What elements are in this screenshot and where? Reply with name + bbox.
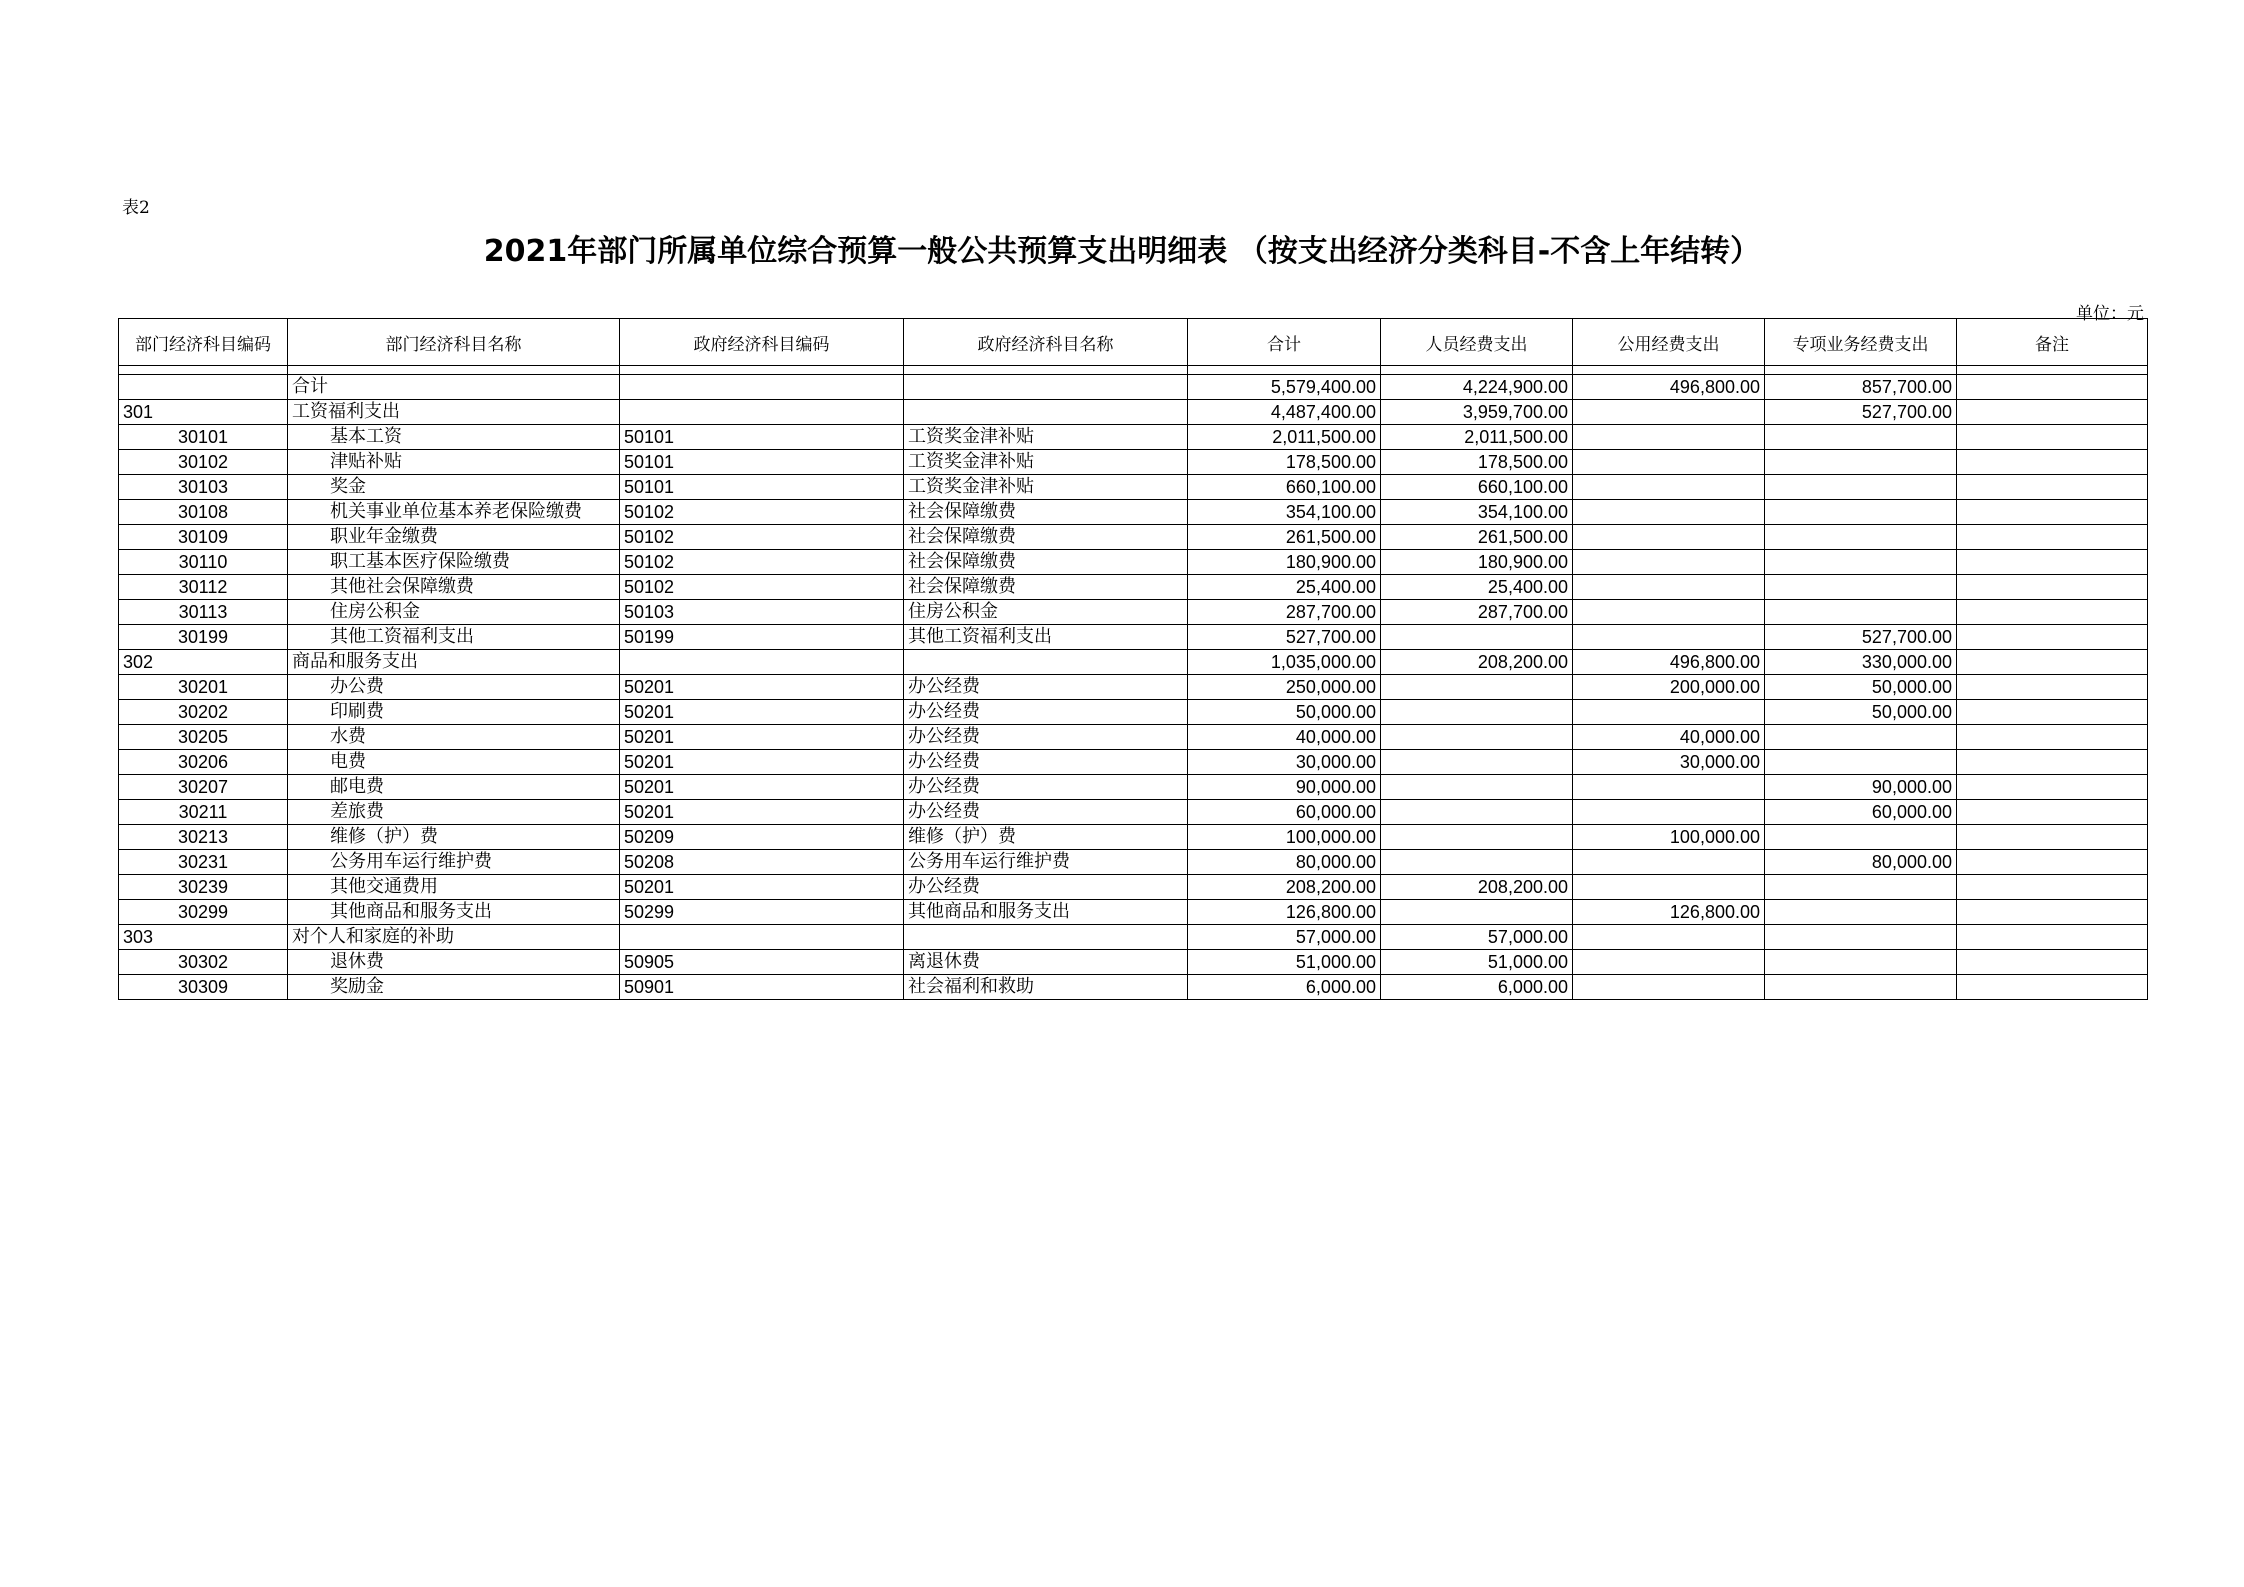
public-cell: 100,000.00 [1573,825,1765,850]
dept-name-cell: 基本工资 [288,425,620,450]
note-cell [1957,800,2148,825]
note-cell [1957,375,2148,400]
header-cell: 公用经费支出 [1573,319,1765,366]
public-cell [1573,600,1765,625]
note-cell [1957,825,2148,850]
header-cell: 合计 [1188,319,1381,366]
total-cell: 527,700.00 [1188,625,1381,650]
header-cell: 人员经费支出 [1381,319,1573,366]
gov-code-cell: 50102 [620,575,904,600]
dept-code-cell: 30231 [119,850,288,875]
total-cell: 100,000.00 [1188,825,1381,850]
personnel-cell: 4,224,900.00 [1381,375,1573,400]
personnel-cell: 354,100.00 [1381,500,1573,525]
special-cell [1765,525,1957,550]
dept-name-cell: 其他交通费用 [288,875,620,900]
gov-name-cell: 社会保障缴费 [904,525,1188,550]
table-row [119,500,2148,525]
note-cell [1957,750,2148,775]
gov-code-cell: 50102 [620,525,904,550]
special-cell: 60,000.00 [1765,800,1957,825]
dept-name-cell: 职业年金缴费 [288,525,620,550]
dept-code-cell: 30202 [119,700,288,725]
public-cell [1573,800,1765,825]
dept-code-cell: 30302 [119,950,288,975]
gov-name-cell: 社会保障缴费 [904,575,1188,600]
public-cell [1573,500,1765,525]
dept-code-cell: 30102 [119,450,288,475]
special-cell: 80,000.00 [1765,850,1957,875]
dept-name-cell: 奖励金 [288,975,620,1000]
note-cell [1957,850,2148,875]
note-cell [1957,475,2148,500]
note-cell [1957,550,2148,575]
table-row [119,550,2148,575]
dept-name-cell: 津贴补贴 [288,450,620,475]
gov-name-cell: 办公经费 [904,750,1188,775]
table-row [119,575,2148,600]
gov-name-cell [904,400,1188,425]
note-cell [1957,675,2148,700]
table-row [119,875,2148,900]
dept-name-cell: 印刷费 [288,700,620,725]
gov-name-cell: 住房公积金 [904,600,1188,625]
gov-name-cell [904,925,1188,950]
gov-name-cell: 办公经费 [904,675,1188,700]
personnel-cell [1381,675,1573,700]
gov-name-cell: 工资奖金津补贴 [904,425,1188,450]
total-cell: 60,000.00 [1188,800,1381,825]
note-cell [1957,575,2148,600]
dept-code-cell: 30103 [119,475,288,500]
gov-name-cell [904,650,1188,675]
dept-name-cell: 其他工资福利支出 [288,625,620,650]
header-cell: 部门经济科目名称 [288,319,620,366]
gov-name-cell: 办公经费 [904,775,1188,800]
note-cell [1957,725,2148,750]
header-cell: 部门经济科目编码 [119,319,288,366]
note-cell [1957,950,2148,975]
header-row [119,319,2148,366]
dept-code-cell: 30207 [119,775,288,800]
gov-code-cell: 50103 [620,600,904,625]
special-cell: 527,700.00 [1765,625,1957,650]
dept-name-cell: 退休费 [288,950,620,975]
personnel-cell [1381,800,1573,825]
gov-code-cell: 50901 [620,975,904,1000]
table-row [119,425,2148,450]
total-cell: 51,000.00 [1188,950,1381,975]
personnel-cell [1381,625,1573,650]
dept-code-cell: 30239 [119,875,288,900]
note-cell [1957,700,2148,725]
table-row [119,700,2148,725]
personnel-cell: 57,000.00 [1381,925,1573,950]
special-cell [1765,575,1957,600]
gov-name-cell: 维修（护）费 [904,825,1188,850]
gov-name-cell: 社会保障缴费 [904,550,1188,575]
personnel-cell: 178,500.00 [1381,450,1573,475]
dept-code-cell: 30109 [119,525,288,550]
personnel-cell: 6,000.00 [1381,975,1573,1000]
budget-table [118,318,2148,1000]
public-cell [1573,875,1765,900]
gov-name-cell: 工资奖金津补贴 [904,450,1188,475]
dept-name-cell: 邮电费 [288,775,620,800]
table-row [119,675,2148,700]
total-cell: 261,500.00 [1188,525,1381,550]
dept-name-cell: 其他商品和服务支出 [288,900,620,925]
gov-code-cell: 50209 [620,825,904,850]
gov-code-cell: 50208 [620,850,904,875]
dept-name-cell: 职工基本医疗保险缴费 [288,550,620,575]
gov-code-cell: 50905 [620,950,904,975]
gov-code-cell: 50101 [620,475,904,500]
public-cell [1573,475,1765,500]
personnel-cell [1381,775,1573,800]
personnel-cell: 208,200.00 [1381,650,1573,675]
dept-name-cell: 机关事业单位基本养老保险缴费 [288,500,620,525]
total-cell: 180,900.00 [1188,550,1381,575]
table-row [119,925,2148,950]
personnel-cell: 3,959,700.00 [1381,400,1573,425]
dept-code-cell: 30309 [119,975,288,1000]
special-cell: 857,700.00 [1765,375,1957,400]
total-cell: 208,200.00 [1188,875,1381,900]
dept-name-cell: 商品和服务支出 [288,650,620,675]
total-cell: 287,700.00 [1188,600,1381,625]
personnel-cell: 25,400.00 [1381,575,1573,600]
note-cell [1957,875,2148,900]
gov-code-cell: 50201 [620,775,904,800]
gov-code-cell [620,400,904,425]
dept-name-cell: 合计 [288,375,620,400]
public-cell [1573,625,1765,650]
public-cell: 126,800.00 [1573,900,1765,925]
total-cell: 6,000.00 [1188,975,1381,1000]
header-cell: 备注 [1957,319,2148,366]
table-row [119,600,2148,625]
note-cell [1957,650,2148,675]
gov-code-cell [620,650,904,675]
public-cell [1573,525,1765,550]
dept-code-cell: 30201 [119,675,288,700]
total-cell: 2,011,500.00 [1188,425,1381,450]
public-cell: 30,000.00 [1573,750,1765,775]
gov-name-cell [904,375,1188,400]
dept-code-cell: 30113 [119,600,288,625]
personnel-cell: 2,011,500.00 [1381,425,1573,450]
dept-code-cell: 30101 [119,425,288,450]
gov-name-cell: 社会保障缴费 [904,500,1188,525]
gov-name-cell: 公务用车运行维护费 [904,850,1188,875]
dept-name-cell: 办公费 [288,675,620,700]
special-cell [1765,900,1957,925]
gov-code-cell: 50201 [620,675,904,700]
note-cell [1957,400,2148,425]
dept-name-cell: 差旅费 [288,800,620,825]
personnel-cell: 51,000.00 [1381,950,1573,975]
page-title: 2021年部门所属单位综合预算一般公共预算支出明细表 （按支出经济分类科目-不含上年结转） [483,234,1761,269]
dept-name-cell: 电费 [288,750,620,775]
dept-name-cell: 工资福利支出 [288,400,620,425]
dept-code-cell: 301 [119,400,288,425]
note-cell [1957,450,2148,475]
dept-name-cell: 公务用车运行维护费 [288,850,620,875]
dept-code-cell: 30112 [119,575,288,600]
total-cell: 4,487,400.00 [1188,400,1381,425]
dept-code-cell [119,375,288,400]
special-cell [1765,950,1957,975]
table-label: 表2 [122,198,150,218]
total-cell: 660,100.00 [1188,475,1381,500]
special-cell [1765,750,1957,775]
dept-name-cell: 住房公积金 [288,600,620,625]
special-cell [1765,725,1957,750]
dept-code-cell: 30199 [119,625,288,650]
note-cell [1957,775,2148,800]
table-row [119,475,2148,500]
header-cell: 政府经济科目编码 [620,319,904,366]
table-row [119,825,2148,850]
dept-name-cell: 奖金 [288,475,620,500]
special-cell [1765,450,1957,475]
gov-name-cell: 社会福利和救助 [904,975,1188,1000]
header-cell: 专项业务经费支出 [1765,319,1957,366]
gov-name-cell: 办公经费 [904,800,1188,825]
total-cell: 1,035,000.00 [1188,650,1381,675]
dept-code-cell: 30108 [119,500,288,525]
special-cell: 330,000.00 [1765,650,1957,675]
total-cell: 50,000.00 [1188,700,1381,725]
total-cell: 5,579,400.00 [1188,375,1381,400]
dept-name-cell: 对个人和家庭的补助 [288,925,620,950]
gov-code-cell: 50199 [620,625,904,650]
table-row [119,750,2148,775]
total-cell: 250,000.00 [1188,675,1381,700]
personnel-cell [1381,850,1573,875]
special-cell: 50,000.00 [1765,675,1957,700]
special-cell [1765,975,1957,1000]
personnel-cell: 180,900.00 [1381,550,1573,575]
spacer-row [119,366,2148,375]
total-cell: 80,000.00 [1188,850,1381,875]
special-cell: 50,000.00 [1765,700,1957,725]
personnel-cell: 660,100.00 [1381,475,1573,500]
table-row [119,375,2148,400]
personnel-cell: 287,700.00 [1381,600,1573,625]
table-row [119,950,2148,975]
special-cell [1765,600,1957,625]
note-cell [1957,625,2148,650]
total-cell: 90,000.00 [1188,775,1381,800]
gov-code-cell: 50201 [620,725,904,750]
header-cell: 政府经济科目名称 [904,319,1188,366]
table-row [119,525,2148,550]
dept-code-cell: 302 [119,650,288,675]
gov-code-cell: 50102 [620,500,904,525]
public-cell [1573,925,1765,950]
total-cell: 30,000.00 [1188,750,1381,775]
unit-label: 单位：元 [2076,304,2144,324]
gov-code-cell: 50201 [620,800,904,825]
public-cell [1573,450,1765,475]
gov-code-cell: 50101 [620,425,904,450]
personnel-cell [1381,725,1573,750]
public-cell [1573,950,1765,975]
gov-code-cell: 50201 [620,750,904,775]
public-cell [1573,550,1765,575]
table-row [119,400,2148,425]
public-cell [1573,700,1765,725]
public-cell [1573,850,1765,875]
table-row [119,775,2148,800]
total-cell: 126,800.00 [1188,900,1381,925]
total-cell: 178,500.00 [1188,450,1381,475]
dept-code-cell: 303 [119,925,288,950]
personnel-cell: 208,200.00 [1381,875,1573,900]
table-row [119,450,2148,475]
note-cell [1957,900,2148,925]
public-cell: 200,000.00 [1573,675,1765,700]
gov-name-cell: 办公经费 [904,725,1188,750]
total-cell: 354,100.00 [1188,500,1381,525]
gov-code-cell: 50299 [620,900,904,925]
personnel-cell [1381,900,1573,925]
special-cell [1765,925,1957,950]
special-cell [1765,500,1957,525]
public-cell: 40,000.00 [1573,725,1765,750]
gov-code-cell: 50201 [620,875,904,900]
table-body [119,366,2148,1000]
public-cell: 496,800.00 [1573,375,1765,400]
note-cell [1957,600,2148,625]
dept-code-cell: 30211 [119,800,288,825]
public-cell: 496,800.00 [1573,650,1765,675]
table-row [119,725,2148,750]
gov-name-cell: 办公经费 [904,700,1188,725]
table-row [119,625,2148,650]
table-row [119,850,2148,875]
personnel-cell [1381,700,1573,725]
gov-name-cell: 工资奖金津补贴 [904,475,1188,500]
gov-name-cell: 其他工资福利支出 [904,625,1188,650]
dept-name-cell: 水费 [288,725,620,750]
note-cell [1957,975,2148,1000]
public-cell [1573,575,1765,600]
table-row [119,900,2148,925]
table-row [119,800,2148,825]
gov-code-cell [620,925,904,950]
gov-name-cell: 办公经费 [904,875,1188,900]
special-cell [1765,475,1957,500]
gov-name-cell: 其他商品和服务支出 [904,900,1188,925]
gov-code-cell: 50102 [620,550,904,575]
table-row [119,650,2148,675]
public-cell [1573,425,1765,450]
public-cell [1573,775,1765,800]
gov-code-cell [620,375,904,400]
special-cell [1765,550,1957,575]
public-cell [1573,975,1765,1000]
special-cell [1765,825,1957,850]
gov-code-cell: 50201 [620,700,904,725]
note-cell [1957,425,2148,450]
total-cell: 25,400.00 [1188,575,1381,600]
total-cell: 40,000.00 [1188,725,1381,750]
public-cell [1573,400,1765,425]
note-cell [1957,500,2148,525]
dept-name-cell: 其他社会保障缴费 [288,575,620,600]
note-cell [1957,525,2148,550]
dept-code-cell: 30206 [119,750,288,775]
dept-code-cell: 30299 [119,900,288,925]
dept-code-cell: 30110 [119,550,288,575]
special-cell [1765,875,1957,900]
gov-code-cell: 50101 [620,450,904,475]
gov-name-cell: 离退休费 [904,950,1188,975]
personnel-cell [1381,750,1573,775]
dept-name-cell: 维修（护）费 [288,825,620,850]
dept-code-cell: 30205 [119,725,288,750]
total-cell: 57,000.00 [1188,925,1381,950]
personnel-cell [1381,825,1573,850]
special-cell [1765,425,1957,450]
note-cell [1957,925,2148,950]
dept-code-cell: 30213 [119,825,288,850]
special-cell: 90,000.00 [1765,775,1957,800]
special-cell: 527,700.00 [1765,400,1957,425]
table-row [119,975,2148,1000]
personnel-cell: 261,500.00 [1381,525,1573,550]
